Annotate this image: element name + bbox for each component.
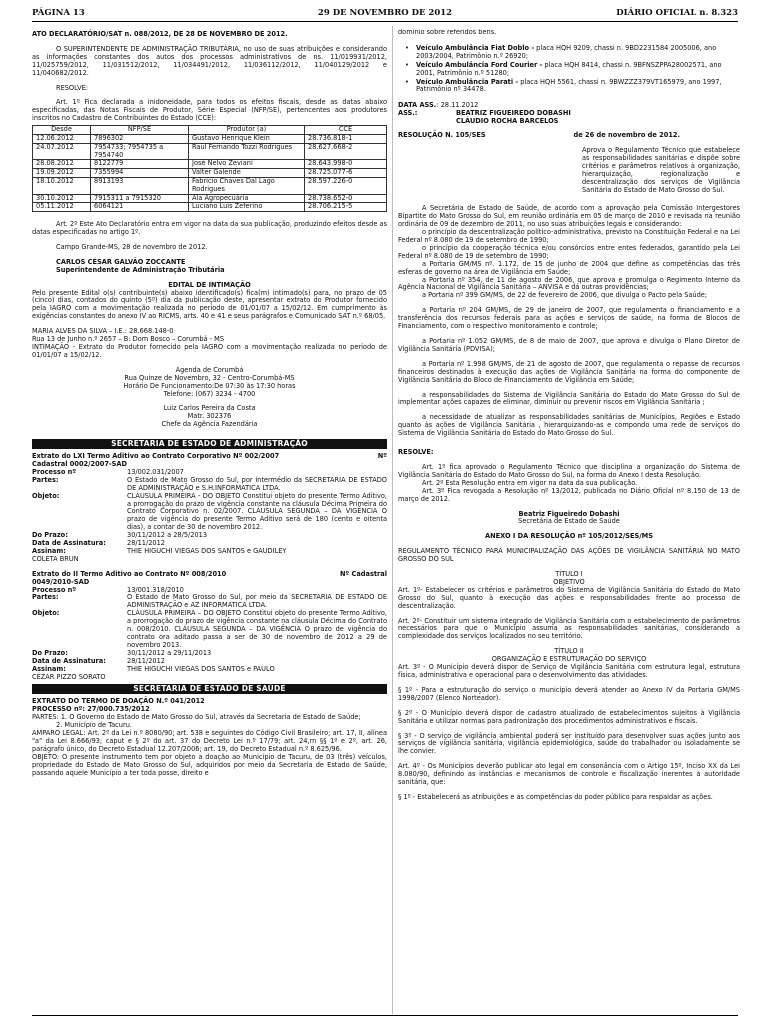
vehicle-details: placa HQH 8414, chassi n. 9BFNSZPPA28002571, ano 2001, Patrimônio n.º 51280; [416,60,722,77]
title-1: TÍTULO I [555,570,583,579]
donation-parties: PARTES: 1. O Governo do Estado de Mato Grosso do Sul, através da Secretaria de Estado de Saúde; [32,713,361,722]
agency-chief-matr: Matr. 302376 [187,412,232,421]
recital: a Portaria nº 399 GM/MS, de 22 de fevereiro de 2006, que divulga o Pacto pela Saúde; [422,291,708,300]
annex-article: Art. 2º- Constituir um sistema integrado de Vigilância Sanitária com o estabelecimento de parâmetros necessários para que o Município assuma as responsabilidades sanitárias, considerando a complexidade dos serviços localizados no seu território. [398,616,740,641]
cell-date: 30.10.2012 [33,194,91,203]
field-label: Data de Assinatura: [32,539,106,548]
field-value: O Estado de Mato Grosso do Sul, por meio da SECRETARIA DE ESTADO DE ADMINISTRAÇÃO e AZ INFORMATICA LTDA. [127,593,387,610]
field-value: 13/001.318/2010 [127,585,184,594]
resolution-article: Art. 1º fica aprovado o Regulamento Técnico que disciplina a organização do Sistema de Vigilância Sanitária do Estado do Mato Grosso do Sul, na forma do Anexo I desta Resolução. [398,462,740,479]
cell-producer: Fabrício Chaves Dal Lago Rodrigues [189,177,305,194]
table-header: Desde [33,126,91,135]
recital: a Portaria GM/MS nº. 1.172, de 15 de junho de 2004 que define as competências das três esferas de governo na área de Vigilância em Saúde; [398,259,740,276]
field-value: THIE HIGUCHI VIEGAS DOS SANTOS e GAUDILEY [127,546,287,555]
extract2-signer-cont: CÉZAR PIZZO SORATO [32,672,106,681]
cell-nfp: 6064121 [91,203,189,212]
annex-paragraph: § 1º - Para a estruturação do serviço o município deverá atender ao Anexo IV da Portaria GM/MS 1998/2007 (Elenco Norteador). [398,685,740,702]
edital-title: EDITAL DE INTIMAÇÃO [168,280,251,289]
extract1-heading: Extrato do LXI Termo Aditivo ao Contrato Corporativo Nº 002/2007 [32,452,280,461]
vehicle-details: placa HQH 9209, chassi n. 9BD2231584 2005006, ano 2003/2004, Patrimônio n.º 26920; [416,43,717,60]
vehicle-details: placa HQH 5561, chassi n. 9BWZZZ379VT165979, ano 1997, Patrimônio nº 34478. [416,77,722,94]
list-item [398,45,740,61]
cell-cce: 28.627.668-2 [305,143,387,160]
donation-legal-basis: AMPARO LEGAL: Art. 2º da Lei n.º 8080/90; art. 538 e seguintes do Código Civil Brasileiro; art. 17, II, alínea "a" da Lei 8.666/93; caput e § 2º do art. 37 do Decreto Lei n.º 17/79; art. 24,rn §§ 1º e 2º, art. 26, parágrafo único, do Decreto Estadual 12.207/2006; art. 19, do Decreto Estadual n.º 8.625/96. [32,728,387,753]
field-value: 28/11/2012 [127,656,166,665]
cell-nfp: 8913193 [91,177,189,194]
field-value: CLÁUSULA PRIMEIRA - DO OBJETO Constitui objeto do presente Termo Aditivo, a prorrogação do prazo de vigência constante na cláusula Décima Primeira do Contrato Corporativo n. 02/2007. CLÁUSULA SEGUNDA – DA VIGÊNCIA O prazo de vigência do presente Termo Aditivo será de 180 (cento e oitenta dias), a contar de 30 de novembro 2012. [127,491,387,532]
field-value: 30/11/2012 a 28/5/2013 [127,531,208,540]
nfp-table [32,125,387,212]
ato-art2: Art. 2º Este Ato Declaratório entra em vigor na data da sua publicação, produzindo efeitos desde as datas especificadas no artigo 1º. [32,220,387,237]
cell-producer: Raul Fernando Tozzi Rodrigues [189,143,305,160]
ato-art1: Art. 1º Fica declarada a inidoneidade, para todos os efeitos fiscais, desde as datas abaixo especificadas, das Notas Fiscais de Produtor, Série Especial (NFP/SE), pertencentes aos produtores inscritos no Cadastro de Contribuintes do Estado (CCE): [32,98,387,123]
bullet-icon: • [405,43,409,52]
extract2-object [32,610,387,650]
table-row [33,134,387,143]
ato-resolve: RESOLVE: [56,83,88,92]
cell-nfp: 7896302 [91,134,189,143]
title-2-subtitle: ORGANIZAÇÃO E ESTRUTURAÇÃO DO SERVIÇO [491,655,647,664]
cell-date: 19.09.2012 [33,169,91,178]
field-label: Do Prazo: [32,648,68,657]
recital: a Portaria nº 1.998 GM/MS, de 21 de agosto de 2007, que regulamenta o repasse de recursos financeiros destinados à execução das ações de Vigilância Sanitária na forma do componente de Vigilância Sanitária do Bloco de Financiamento de Vigilância em Saúde; [398,359,740,384]
annex-article: Art. 4º - Os Municípios deverão publicar ato legal em consonância com o Artigo 15º, Inciso XX da Lei 8.080/90, definindo as instâncias e mecanismos de controle e fiscalização inerentes à autoridade sanitária, que: [398,762,740,787]
cell-producer: Ala Agropecuária [189,194,305,203]
cell-cce: 28.738.652-0 [305,194,387,203]
cell-cce: 28.597.226-0 [305,177,387,194]
section-bar-administracao: SECRETARIA DE ESTADO DE ADMINISTRAÇÃO [32,439,387,449]
cell-nfp: 7915311 a 7915320 [91,194,189,203]
table-header: Produtor (a) [189,126,305,135]
annex-paragraph: § 2º - O Município deverá dispor de cadastro atualizado de estabelecimentos sujeitos à Vigilância Sanitária e utilizar normas para padronização dos procedimentos administrativos e fiscais. [398,708,740,725]
resolve-label: RESOLVE: [398,448,434,457]
table-header: NFP/SE [91,126,189,135]
agency-phone: Telefone: (067) 3234 - 4700 [163,389,256,398]
field-label: Assinam: [32,664,66,673]
field-value: : 28.11.2012 [436,101,479,110]
agency-block [32,367,387,429]
table-row [33,143,387,160]
column-divider [392,26,393,1014]
extract1-cadastral: Cadastral 0002/2007-SAD [32,459,127,468]
cell-date: 05.11.2012 [33,203,91,212]
cell-date: 18.10.2012 [33,177,91,194]
extract1-signer-cont: COLETA BRUN [32,554,79,563]
secretary-role: Secretária de Estado de Saúde [518,517,620,526]
table-row [33,177,387,194]
signer-name: CARLOS CÉSAR GALVÃO ZOCCANTE [56,257,186,266]
table-header: CCE [305,126,387,135]
vehicle-name: Veículo Ambulância Parati - [416,77,519,86]
field-value: 13/002.031/2007 [127,467,184,476]
extract1-object [32,493,387,533]
annex-article: Art. 3º - O Município deverá dispor de Serviço de Vigilância Sanitária com estrutura legal, estrutura física, administrativa e operacional para o desenvolvimento das atividades. [398,663,740,679]
resolution-article: Art. 3º Fica revogada a Resolução nº 13/2012, publicada no Diário Oficial nº 8.150 de 13 de março de 2012. [398,486,740,503]
field-label: Data de Assinatura: [32,656,106,665]
cell-producer: Luciano Luis Zeferino [189,203,305,212]
donation-process: PROCESSO nº: 27/000.735/2012 [32,705,150,714]
field-label: Assinam: [32,546,66,555]
journal-title: DIÁRIO OFICIAL n. 8.323 [616,8,738,18]
left-column [32,29,387,1012]
extract2-number-label: Nº Cadastral [339,569,387,578]
recital: A Secretária de Estado de Saúde, de acordo com a aprovação pela Comissão Intergestores Bipartite do Mato Grosso do Sul, em reunião ordinária em 05 de março de 2010 e revisada na reunião ordinária de 09 de dezembro de 2011, no uso suas atribuições legais e considerando: [398,204,740,229]
agency-hours: Horário De Funcionamento:De 07:30 às 17:30 horas [123,381,296,390]
vehicle-name: Veículo Ambulância Ford Courier - [416,60,543,69]
cell-date: 28.08.2012 [33,160,91,169]
cell-producer: José Nelvo Zeviani [189,160,305,169]
bullet-icon: • [405,60,409,69]
field-label: Partes: [32,593,59,602]
agency-chief-role: Chefe da Agência Fazendária [161,420,258,429]
resolution-article: Art. 2º Esta Resolução entra em vigor na data da sua publicação. [422,478,638,487]
extract2-cadastral: 0049/2010-SAD [32,577,90,586]
resolution-heading [398,132,740,140]
edital-body: Pelo presente Edital o(s) contribuinte(s) abaixo identificado(s) fica(m) intimado(s) para, no prazo de 05 (cinco) dias, contados do quinto (5º) dia da publicação deste, apresentar extrato do Produtor fornecido pela IAGRO com a movimentação realizada no período de 01/01/07 a 15/02/12. Em cumprimento às exigências constantes do anexo IV ao RICMS, arts. 40 e 41 e seus parágrafos e Comunicado SAT n.º 68/05. [32,288,387,321]
section-bar-saude: SECRETARIA DE ESTADO DE SAÚDE [32,684,387,694]
field-label: Objeto: [32,609,60,618]
edital-address: Rua 13 de Junho n.º 2657 – B: Dom Bosco – Corumbá - MS [32,335,225,344]
donation-parties-2: 2. Município de Tacuru. [56,721,132,730]
extract1-signers [32,548,387,556]
recital: o princípio da cooperação técnica e/ou consórcios entre entes federados, garantido pela Lei Federal nº 8.080 de 19 de setembro de 1990; [398,243,740,260]
extract1-number-label: Nº [377,452,387,461]
vehicle-name: Veículo Ambulância Fiat Doblo - [416,43,535,52]
resolution-date: de 26 de novembro de 2012. [573,131,680,140]
recital: a responsabilidades do Sistema de Vigilância Sanitária do Estado do Mato Grosso do Sul de implementar ações capazes de eliminar, diminuir ou prevenir riscos em Vigilância Sanitária ; [398,390,740,407]
donation-title: EXTRATO DO TERMO DE DOAÇÃO N.º 041/2012 [32,697,205,706]
edital-contributor: MARIA ALVES DA SILVA – I.E.: 28.668.148-0 [32,327,174,336]
ato-intro: O SUPERINTENDENTE DE ADMINISTRAÇÃO TRIBUTÁRIA, no uso de suas atribuições e considerando as informações constantes dos autos dos processos administrativos de ns. 11/019931/2012, 11/025759/2012, 11/031512/2012, 11/034491/2012, 11/036112/2012, 11/040129/2012 e 11/040682/2012. [32,44,387,77]
annex-title: ANEXO I DA RESOLUÇÃO nº 105/2012/SES/MS [485,532,653,541]
table-row [33,203,387,212]
recital: o princípio da descentralização político-administrativa, previsto na Constituição Federal e na Lei Federal nº 8.080 de 19 de setembro de 1990; [398,228,740,245]
resolution-number: RESOLUÇÃO N. 105/SES [398,131,486,140]
cell-producer: Gustavo Henrique Klein [189,134,305,143]
field-value: CLÁUSULA PRIMEIRA – DO OBJETO Constitui objeto do presente Termo Aditivo, a prorrogação do prazo de vigência constante na cláusula Décima do Contrato n. 008/2010. CLÁUSULA SEGUNDA – DA VIGÊNCIA O prazo de vigência do contrato ora aditado passa a ser de 30 de novembro de 2012 a 29 de novembro 2013. [127,609,387,649]
place-date: Campo Grande-MS, 28 de novembro de 2012. [56,242,208,251]
title-2: TÍTULO II [554,647,584,656]
cell-cce: 28.706.215-5 [305,203,387,212]
cell-cce: 28.725.077-6 [305,169,387,178]
cell-nfp: 7954733; 7954735 a 7954740 [91,143,189,160]
field-label: Do Prazo: [32,531,68,540]
ato-title: ATO DECLARATÓRIO/SAT n. 088/2012, DE 28 DE NOVEMBRO DE 2012. [32,30,288,38]
recital: a Portaria nº 354, de 11 de agosto de 2006, que aprova e promulga o Regimento Interno da Agência Nacional de Vigilância Sanitária – ANVISA e dá outras providências; [398,275,740,292]
field-value: O Estado de Mato Grosso do Sul, por intermédio da SECRETARIA DE ESTADO DE ADMINISTRAÇÃO e S.H.INFORMATICA LTDA. [127,475,387,492]
recital: a Portaria nº 204 GM/MS, de 29 de janeiro de 2007, que regulamenta o financiamento e a transferência dos recursos federais para as ações e serviços de saúde, na forma de Blocos de Financiamento, com o respectivo monitoramento e controle; [398,306,740,331]
list-item [398,79,740,95]
cell-nfp: 8122779 [91,160,189,169]
donation-continuation: domínio sobre referidos bens. [398,29,497,36]
footer-rule [32,1015,738,1016]
field-value: 30/11/2012 a 29/11/2013 [127,648,212,657]
field-label: Partes: [32,475,59,484]
signatories [398,110,740,126]
signatory-1: BEATRIZ FIGUEIREDO DOBASHI [456,109,571,118]
secretary-name: Beatriz Figueiredo Dobashi [518,509,620,518]
edital-intimation: INTIMAÇÃO - Extrato do Produtor fornecido pela IAGRO com a movimentação realizada no período de 01/01/07 a 15/02/12. [32,343,387,359]
regulation-title: REGULAMENTO TÉCNICO PARA MUNICIPALIZAÇÃO DAS AÇÕES DE VIGILÂNCIA SANITÁRIA NO MATO GROSSO DO SUL [398,547,740,564]
list-item [398,62,740,78]
field-label: DATA ASS. [398,101,437,110]
extract1-parties [32,477,387,493]
extract2-heading: Extrato do II Termo Aditivo ao Contrato Nº 008/2010 [32,569,227,578]
right-column [398,29,740,1012]
annex-paragraph: § 3º - O serviço de vigilância ambiental poderá ser instituído para desenvolver suas ações junto aos serviços de vigilância sanitária, vigilância epidemiológica, saúde do trabalhador ou isoladamente se lhe convier. [398,731,740,756]
field-label: Objeto: [32,491,60,500]
donation-object: OBJETO: O presente instrumento tem por objeto a doação ao Município de Tacuru, de 03 (três) veículos, propriedade do Estado de Mato Grosso do Sul, adquiridos por meio da Secretaria de Estado de Saúde, passando aquele Município a ter toda posse, direito e [32,752,387,777]
field-label: Processo nº [32,585,77,594]
annex-article: Art. 1º- Estabelecer os critérios e parâmetros do Sistema de Vigilância Sanitária do Estado do Mato Grosso do Sul, quanto à execução das ações e responsabilidades frente ao processo de descentralização. [398,585,740,610]
agency-chief-name: Luiz Carlos Pereira da Costa [163,404,256,413]
field-label: Processo nº [32,467,77,476]
cell-date: 12.06.2012 [33,134,91,143]
signer-role: Superintendente de Administração Tributária [56,265,225,274]
recital: a Portaria nº 1.052 GM/MS, de 8 de maio de 2007, que aprova e divulga o Plano Diretor de Vigilância Sanitária (PDVISA); [398,337,740,353]
bullet-icon: • [405,77,409,86]
page-number: PÁGINA 13 [32,8,85,18]
extract2-parties [32,594,387,610]
cell-nfp: 7355994 [91,169,189,178]
cell-cce: 28.736.818-1 [305,134,387,143]
issue-date: 29 DE NOVEMBRO DE 2012 [317,8,453,18]
recital: a necessidade de atualizar as responsabilidades sanitárias de Municípios, Regiões e Estado quanto às ações de Vigilância Sanitária , hierarquizando-as e compondo uma rede de serviços do Sistema de Vigilância Sanitária do Estado do Mato Grosso do Sul. [398,413,740,438]
cell-date: 24.07.2012 [33,143,91,160]
cell-producer: Valter Galende [189,169,305,178]
page-header [32,8,738,22]
agency-address: Rua Quinze de Novembro, 32 - Centro-Corumbá-MS [124,373,295,382]
signatory-2: CLÁUDIO ROCHA BARCELOS [456,117,559,126]
resolution-summary: Aprova o Regulamento Técnico que estabelece as responsabilidades sanitárias e dispõe sobre critérios e parâmetros relativos à organização, hierarquização, regionalização e descentralização dos serviços de Vigilância Sanitária do Estado de Mato Grosso do Sul. [582,145,740,194]
cell-cce: 28.643.998-0 [305,160,387,169]
annex-paragraph: § 1º - Estabelecerá as atribuições e as competências do poder público para respaldar as ações. [398,792,713,801]
field-value: THIE HIGUCHI VIEGAS DOS SANTOS e PAULO [127,664,275,673]
title-1-subtitle: OBJETIVO [553,577,585,586]
field-value: 28/11/2012 [127,539,166,548]
field-label: ASS.: [398,109,418,118]
agency-name: Agenda de Corumbá [175,365,244,374]
